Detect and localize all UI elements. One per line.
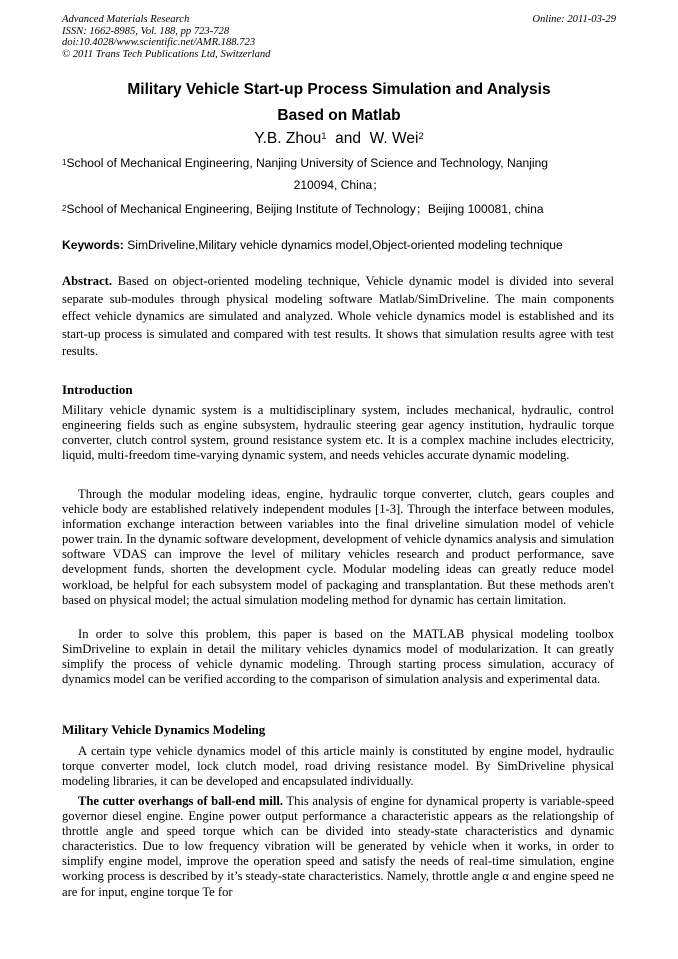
doi-line: doi:10.4028/www.scientific.net/AMR.188.723 — [62, 37, 256, 49]
author-2: W. Wei — [369, 130, 419, 147]
dynamics-paragraph-2-lead: The cutter overhangs of ball-end mill. — [78, 794, 284, 808]
author-line — [62, 128, 616, 150]
keywords-text: SimDriveline,Military vehicle dynamics model,Object-oriented modeling technique — [123, 238, 563, 252]
copyright-line: © 2011 Trans Tech Publications Ltd, Switzerland — [62, 48, 271, 60]
online-date: Online: 2011-03-29 — [532, 14, 616, 25]
keywords — [62, 238, 622, 252]
intro-paragraph-2: Through the modular modeling ideas, engine, hydraulic torque converter, clutch, gears couples and vehicle body are established relatively independent modules [1-3]. Through the interface between modules, information exchange interaction between variables into the final driveline simulation model of vehicle power train. In the dynamic software development, development of vehicle dynamics analysis and simulation software VDAS can improve the level of military vehicles research and product performance, save development funds, shorten the development cycle. Modular modeling ideas can greatly reduce model workload, be helpful for each subsystem model of packaging and transplantation. But these methods aren't based on physical model; the actual simulation modeling method for dynamic has certain limitation. — [62, 487, 614, 607]
abstract — [62, 273, 614, 361]
author-2-affiliation-mark: 2 — [418, 131, 424, 142]
dynamics-paragraph-1: A certain type vehicle dynamics model of this article mainly is constituted by engine model, hydraulic torque converter model, lock clutch model, road driving resistance model. By SimDriveline physical modeling libraries, it can be developed and encapsulated individually. — [62, 744, 614, 789]
intro-paragraph-1: Military vehicle dynamic system is a multidisciplinary system, includes mechanical, hydraulic, control engineering fields such as engine subsystem, hydraulic steering gear agency institution, hydraulic torque converter, clutch control system, ground resistance system etc. It is a complex machine includes electricity, liquid, multi-freedom time-varying dynamic system, and needs vehicles accurate dynamic modeling. — [62, 403, 614, 463]
author-1: Y.B. Zhou — [254, 130, 322, 147]
dynamics-paragraph-2-text: This analysis of engine for dynamical property is variable-speed governor diesel engine. Engine power output performance a characteristic appears as the relationgship of throttle angle and speed torque which can be divided into steady-state characteristics and dynamic characteristics. Due to low frequency vibration will be generated by vehicle when it works, in order to simplify engine model, improve the operation speed and satisfy the needs of real-time simulation, engine working process is described by it’s steady-state characteristics. Namely, throttle angle α and engine speed ne are for input, engine torque Te for — [62, 794, 614, 899]
section-heading-dynamics-modeling: Military Vehicle Dynamics Modeling — [62, 722, 266, 737]
author-conjunction: and — [335, 130, 361, 147]
journal-name: Advanced Materials Research — [62, 14, 190, 25]
affiliation-1-text: School of Mechanical Engineering, Nanjing University of Science and Technology, Nanjing — [66, 156, 549, 170]
issn-line: ISSN: 1662-8985, Vol. 188, pp 723-728 — [62, 25, 230, 37]
paper-title-line2: Based on Matlab — [277, 107, 401, 124]
author-1-affiliation-mark: 1 — [321, 131, 327, 142]
paper-title-line1: Military Vehicle Start-up Process Simulation and Analysis — [127, 81, 551, 98]
intro-paragraph-3: In order to solve this problem, this paper is based on the MATLAB physical modeling toolbox SimDriveline to explain in detail the military vehicles dynamics model of modularization. It can greatly simplify the process of vehicle dynamic modeling. Through starting process simulation, accuracy of dynamics model can be verified according to the comparison of simulation analysis and experimental data. — [62, 627, 614, 687]
affiliation-1 — [62, 156, 616, 170]
abstract-text: Based on object-oriented modeling technique, Vehicle dynamic model is divided into several separate sub-modules through physical modeling software Matlab/SimDriveline. The main components effect vehicle dynamics are simulated and analyzed. Whole vehicle dynamics model is established and its start-up process is simulated and compared with test results. It shows that simulation results agree with test results. — [62, 274, 614, 359]
affiliation-2-text: School of Mechanical Engineering, Beijing Institute of Technology；Beijing 100081, china — [66, 202, 544, 216]
section-heading-introduction: Introduction — [62, 382, 133, 397]
affiliation-1-mark: 1 — [62, 158, 67, 167]
affiliation-1-continued: 210094, China； — [293, 178, 385, 192]
dynamics-paragraph-2 — [62, 794, 614, 900]
keywords-label: Keywords: — [62, 238, 124, 252]
affiliation-2-mark: 2 — [62, 204, 67, 213]
abstract-label: Abstract. — [62, 274, 113, 288]
affiliation-2 — [62, 202, 616, 216]
journal-meta — [62, 14, 270, 60]
